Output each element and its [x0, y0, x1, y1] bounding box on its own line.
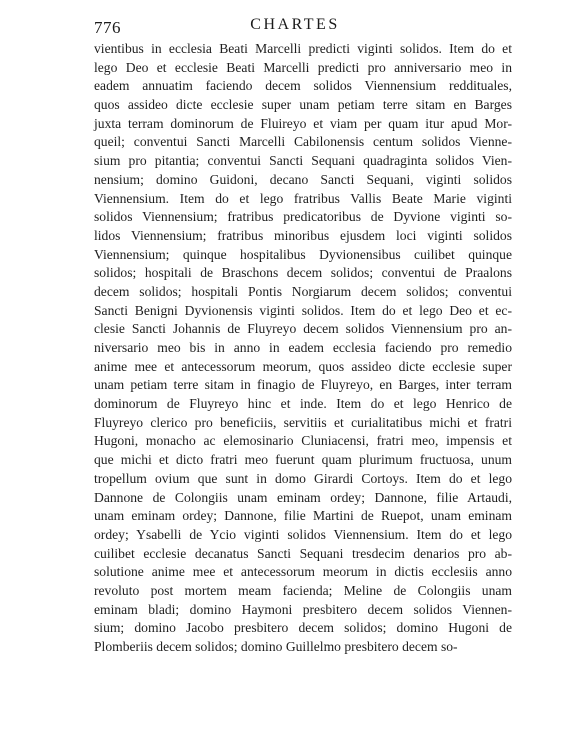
text-line: anime mee et antecessorum meorum, quos assideo dicte ecclesie super	[94, 358, 512, 374]
text-line: solidos Viennensium; fratribus predicatoribus de Dyvione viginti so-	[94, 209, 512, 225]
text-line: Plomberiis decem solidos; domino Guillelmo presbitero decem so-	[94, 639, 458, 654]
text-line: niversario meo bis in anno in eadem ecclesia faciendo pro remedio	[94, 340, 512, 355]
text-line: clesie Sancti Johannis de Fluyreyo decem solidos Viennensium pro an-	[94, 321, 512, 337]
page-number: 776	[94, 18, 121, 37]
text-line: quos assideo dicte ecclesie super unam petiam terre sitam en Barges	[94, 97, 512, 113]
text-line: unam petiam terre sitam in finagio de Fluyreyo, en Barges, inter terram	[94, 377, 512, 393]
text-line: unam eminam ordey; Dannone, filie Martini de Ruepot, unam eminam	[94, 508, 512, 524]
text-line: revoluto post mortem meam facienda; Meline de Colongiis unam	[94, 582, 512, 598]
text-line: lego Deo et ecclesie Beati Marcelli predicti pro anniversario meo in	[94, 59, 512, 75]
text-line: decem solidos; hospitali Pontis Norgiarum decem solidos; conventui	[94, 283, 512, 299]
text-line: Dannone de Colongiis unam eminam ordey; Dannone, filie Artaudi,	[94, 489, 512, 505]
running-title: CHARTES	[250, 16, 340, 33]
text-line: solutione anime mee et antecessorum meorum in dictis ecclesiis anno	[94, 564, 512, 580]
text-line: que michi et dicto fratri meo fuerunt quam plurimum fructuosa, unum	[94, 452, 512, 468]
text-line: sium pro pitantia; conventui Sancti Sequani quadraginta solidos Vien-	[94, 153, 512, 169]
text-line: dominorum de Fluyreyo hinc et inde. Item do et lego Henrico de	[94, 396, 512, 412]
text-line: Fluyreyo clerico pro beneficiis, servitiis et curialitatibus michi et fratri	[94, 414, 512, 430]
text-line: solidos; hospitali de Braschons decem solidos; conventui de Praalons	[94, 265, 512, 281]
text-line: cuilibet ecclesie decanatus Sancti Sequani tresdecim denarios pro ab-	[94, 545, 512, 561]
text-line: sium; domino Jacobo presbitero decem solidos; domino Hugoni de	[94, 620, 512, 636]
text-line: eadem annuatim faciendo decem solidos Viennensium reddituales,	[94, 78, 512, 94]
text-line: lidos Viennensium; fratribus minoribus ejusdem loci viginti solidos	[94, 227, 512, 243]
text-line: ordey; Ysabelli de Ycio viginti solidos Viennensium. Item do et lego	[94, 526, 512, 542]
text-line: Viennensium; quinque hospitalibus Dyvionensibus cuilibet quinque	[94, 246, 512, 262]
text-line: vientibus in ecclesia Beati Marcelli predicti viginti solidos. Item do et	[94, 41, 512, 56]
body-text	[94, 40, 512, 657]
text-line: queil; conventui Sancti Marcelli Cabilonensis centum solidos Vienne-	[94, 134, 512, 150]
text-line: juxta terram dominorum de Fluireyo et viam per quam itur apud Mor-	[94, 115, 512, 131]
text-line: Viennensium. Item do et lego fratribus Vallis Beate Marie viginti	[94, 190, 512, 206]
text-line: eminam bladi; domino Haymoni presbitero decem solidos Viennen-	[94, 601, 512, 617]
text-line: Sancti Benigni Dyvionensis viginti solidos. Item do et lego Deo et ec-	[94, 302, 512, 318]
text-line: nensium; domino Guidoni, decano Sancti Sequani, viginti solidos	[94, 171, 512, 187]
text-line: Hugoni, monacho ac elemosinario Cluniacensi, fratri meo, impensis et	[94, 433, 512, 449]
text-line: tropellum ovium que sunt in domo Girardi Cortoys. Item do et lego	[94, 470, 512, 486]
